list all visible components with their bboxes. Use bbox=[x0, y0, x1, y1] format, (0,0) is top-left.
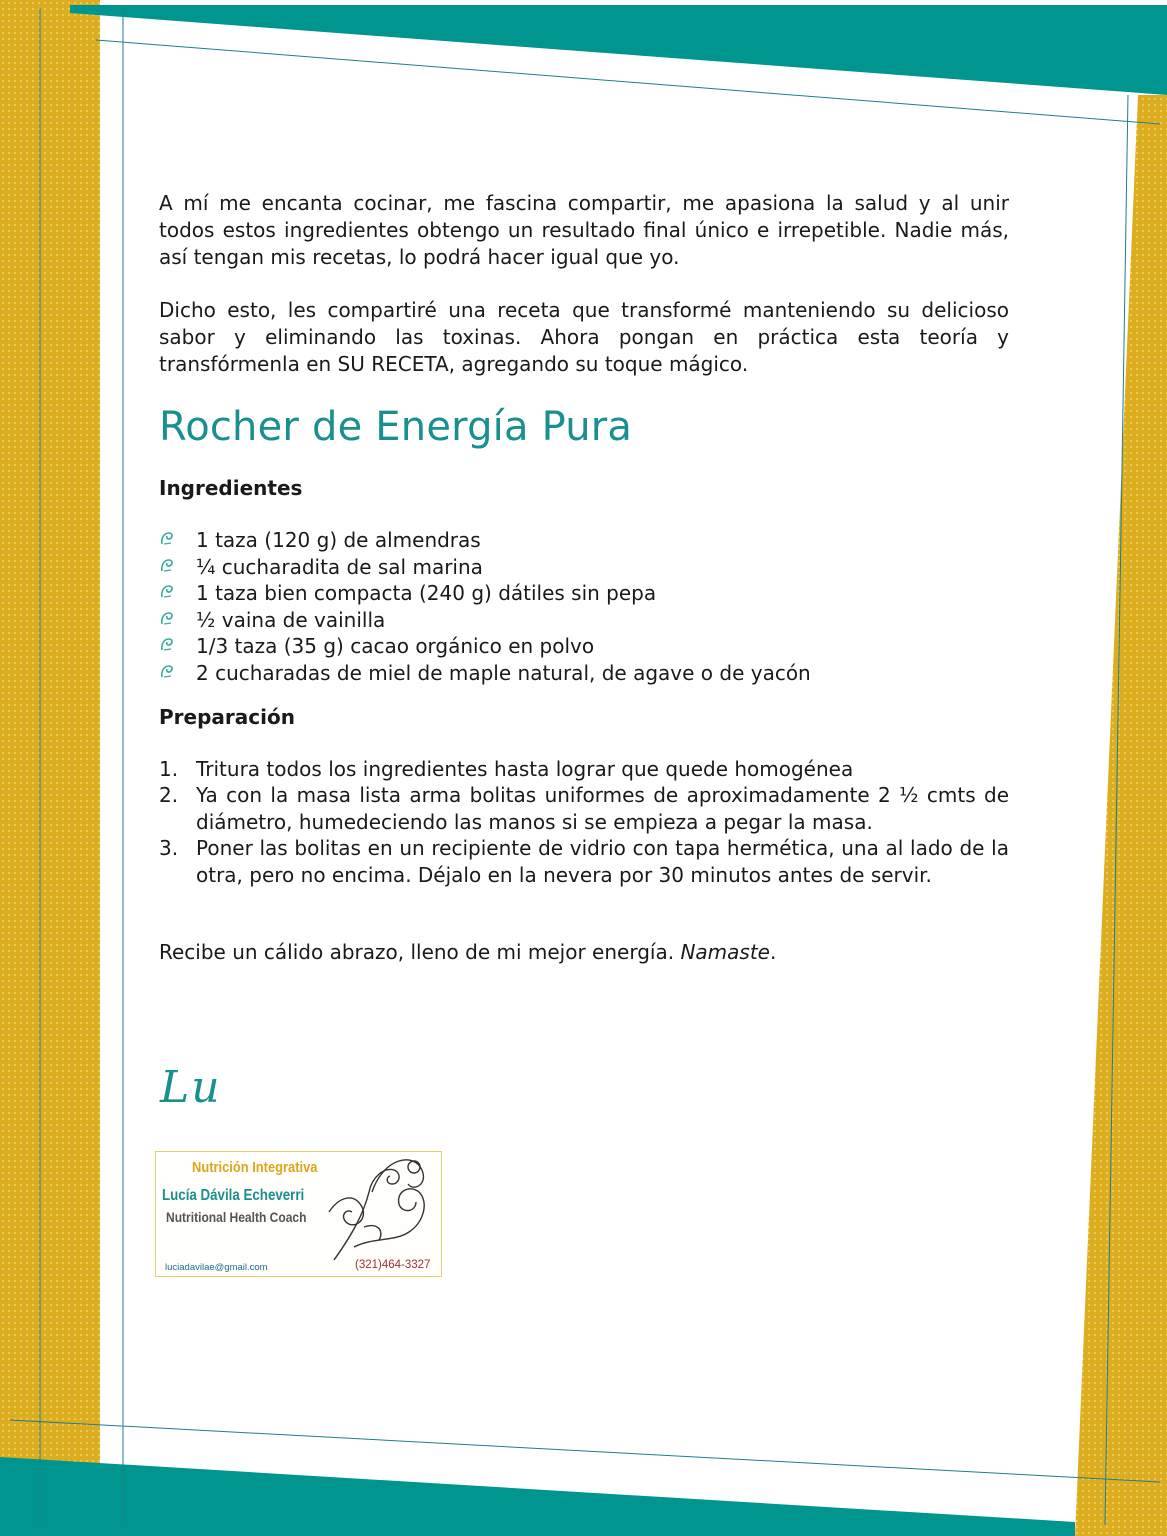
steps-list bbox=[159, 756, 1009, 889]
swirl-ornament-icon bbox=[324, 1152, 439, 1262]
card-name: Lucía Dávila Echeverri bbox=[162, 1187, 305, 1204]
ingredient-item bbox=[159, 580, 1009, 607]
ingredient-text: ¼ cucharadita de sal marina bbox=[196, 554, 483, 579]
recipe-title: Rocher de Energía Pura bbox=[159, 404, 633, 450]
ingredient-item bbox=[159, 554, 1009, 581]
closing-end: . bbox=[769, 939, 777, 964]
swirl-bullet-icon bbox=[159, 583, 175, 599]
card-phone: (321)464-3327 bbox=[355, 1259, 431, 1271]
closing-line bbox=[159, 939, 1009, 966]
ingredient-text: 1/3 taza (35 g) cacao orgánico en polvo bbox=[196, 634, 595, 659]
right-gold-band bbox=[1075, 95, 1167, 1536]
ingredient-item bbox=[159, 607, 1009, 634]
step-number: 2. bbox=[159, 783, 179, 808]
step-item bbox=[159, 835, 1009, 888]
step-number: 3. bbox=[159, 836, 179, 861]
signature: Lu bbox=[160, 1062, 222, 1113]
card-email: luciadavilae@gmail.com bbox=[165, 1262, 268, 1273]
ingredient-text: ½ vaina de vainilla bbox=[196, 607, 386, 632]
step-item bbox=[159, 782, 1009, 835]
business-card bbox=[155, 1151, 442, 1277]
swirl-bullet-icon bbox=[159, 557, 175, 573]
swirl-bullet-icon bbox=[159, 610, 175, 626]
step-text: Ya con la masa lista arma bolitas uniformes de aproximadamente 2 ½ cmts de diámetro, humedeciendo las manos si se empieza a pegar la masa. bbox=[196, 783, 1009, 834]
ingredient-item bbox=[159, 660, 1009, 687]
closing-emphasis: Namaste bbox=[680, 939, 770, 964]
step-text: Poner las bolitas en un recipiente de vidrio con tapa hermética, una al lado de la otra, pero no encima. Déjalo en la nevera por 30 minutos antes de servir. bbox=[196, 836, 1009, 887]
intro-paragraph-1: A mí me encanta cocinar, me fascina compartir, me apasiona la salud y al unir todos estos ingredientes obtengo un resultado final único e irrepetible. Nadie más, así tengan mis recetas, lo podrá hacer igual que yo. bbox=[159, 191, 1009, 269]
swirl-bullet-icon bbox=[159, 530, 175, 546]
ingredients-heading: Ingredientes bbox=[159, 476, 303, 500]
ingredient-item bbox=[159, 633, 1009, 660]
ingredient-item bbox=[159, 527, 1009, 554]
document-body bbox=[159, 190, 1009, 966]
swirl-bullet-icon bbox=[159, 663, 175, 679]
step-text: Tritura todos los ingredientes hasta lograr que quede homogénea bbox=[196, 756, 854, 781]
swirl-bullet-icon bbox=[159, 636, 175, 652]
intro-paragraph-2: Dicho esto, les compartiré una receta que transformé manteniendo su delicioso sabor y eliminando las toxinas. Ahora pongan en práctica esta teoría y transfórmenla en SU RECETA, agregando su toque mágico. bbox=[159, 298, 1009, 376]
ingredient-text: 2 cucharadas de miel de maple natural, de agave o de yacón bbox=[196, 660, 811, 685]
card-title: Nutrición Integrativa bbox=[192, 1159, 318, 1176]
step-item bbox=[159, 756, 1009, 783]
step-number: 1. bbox=[159, 756, 179, 781]
ingredient-text: 1 taza (120 g) de almendras bbox=[196, 528, 481, 552]
card-role: Nutritional Health Coach bbox=[166, 1209, 307, 1225]
ingredient-text: 1 taza bien compacta (240 g) dátiles sin pepa bbox=[196, 581, 657, 606]
ingredients-list bbox=[159, 527, 1009, 687]
closing-text: Recibe un cálido abrazo, lleno de mi mejor energía. bbox=[159, 939, 681, 964]
preparation-heading: Preparación bbox=[159, 704, 295, 729]
left-gold-band bbox=[0, 0, 100, 1536]
